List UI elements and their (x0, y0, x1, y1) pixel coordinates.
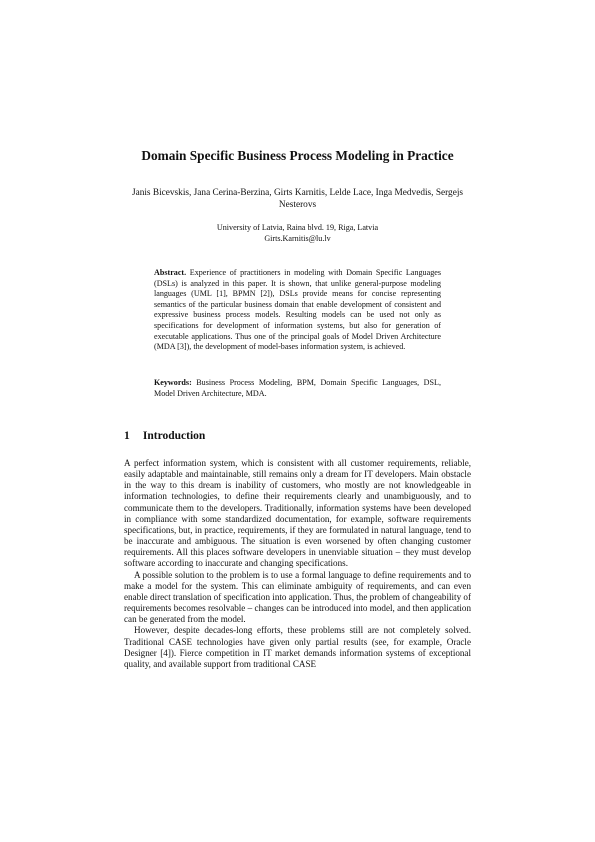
paragraph: However, despite decades-long efforts, these problems still are not completely solved. Traditional CASE technologies have given only partial results (see, for example, Oracle Designer [4]). Fierce competition in IT market demands information systems of exceptional quality, and available support from traditional CASE (124, 625, 471, 669)
paragraph: A perfect information system, which is consistent with all customer requirements, reliable, easily adaptable and maintainable, still remains only a dream for IT developers. Main obstacle in the way to this dream is inability of customers, who mostly are not knowledgeable in information technologies, to define their requirements clearly and unambiguously, and to communicate them to the developers. Traditionally, information systems have been developed in compliance with some standardized documentation, for example, software requirements specifications, but, in practice, requirements, if they are formulated in natural language, tend to be inaccurate and ambiguous. The situation is even worsened by often changing customer requirements. All this places software developers in unenviable situation – they must develop software according to inaccurate and changing specifications. (124, 458, 471, 569)
section-title: Introduction (142, 430, 206, 442)
body-text (124, 458, 471, 670)
author-list: Janis Bicevskis, Jana Cerina-Berzina, Girts Karnitis, Lelde Lace, Inga Medvedis, Sergejs Nesterovs (131, 188, 464, 211)
keywords-label: Keywords: (154, 378, 192, 387)
section-number: 1 (124, 430, 130, 442)
affiliation-block (150, 222, 445, 244)
abstract (154, 268, 441, 353)
abstract-text: Experience of practitioners in modeling with Domain Specific Languages (DSLs) is analyzed in this paper. It is shown, that unlike general-purpose modeling languages (UML [1], BPMN [2]), DSLs provide means for concise representing semantics of the particular business domain that enable development of consistent and expressive business process models. Resulting models can be used not only as specifications for development of information systems, but also for generation of executable applications. Thus one of the principal goals of Model Driven Architecture (MDA [3]), the development of model-bases information system, is achieved. (154, 268, 441, 352)
keywords-text: Business Process Modeling, BPM, Domain Specific Languages, DSL, Model Driven Architecture, MDA. (154, 378, 441, 398)
abstract-label: Abstract. (154, 268, 187, 277)
section-heading (124, 430, 205, 442)
keywords (154, 378, 441, 399)
paper-title: Domain Specific Business Process Modeling in Practice (141, 148, 454, 163)
contact-email: Girts.Karnitis@lu.lv (264, 234, 331, 243)
paragraph: A possible solution to the problem is to use a formal language to define requirements and to make a model for the system. This can eliminate ambiguity of requirements, and can even enable direct translation of specification into application. Thus, the problem of changeability of requirements becomes resolvable – changes can be introduced into model, and then application can be generated from the model. (124, 569, 471, 625)
affiliation: University of Latvia, Raina blvd. 19, Riga, Latvia (216, 223, 379, 232)
